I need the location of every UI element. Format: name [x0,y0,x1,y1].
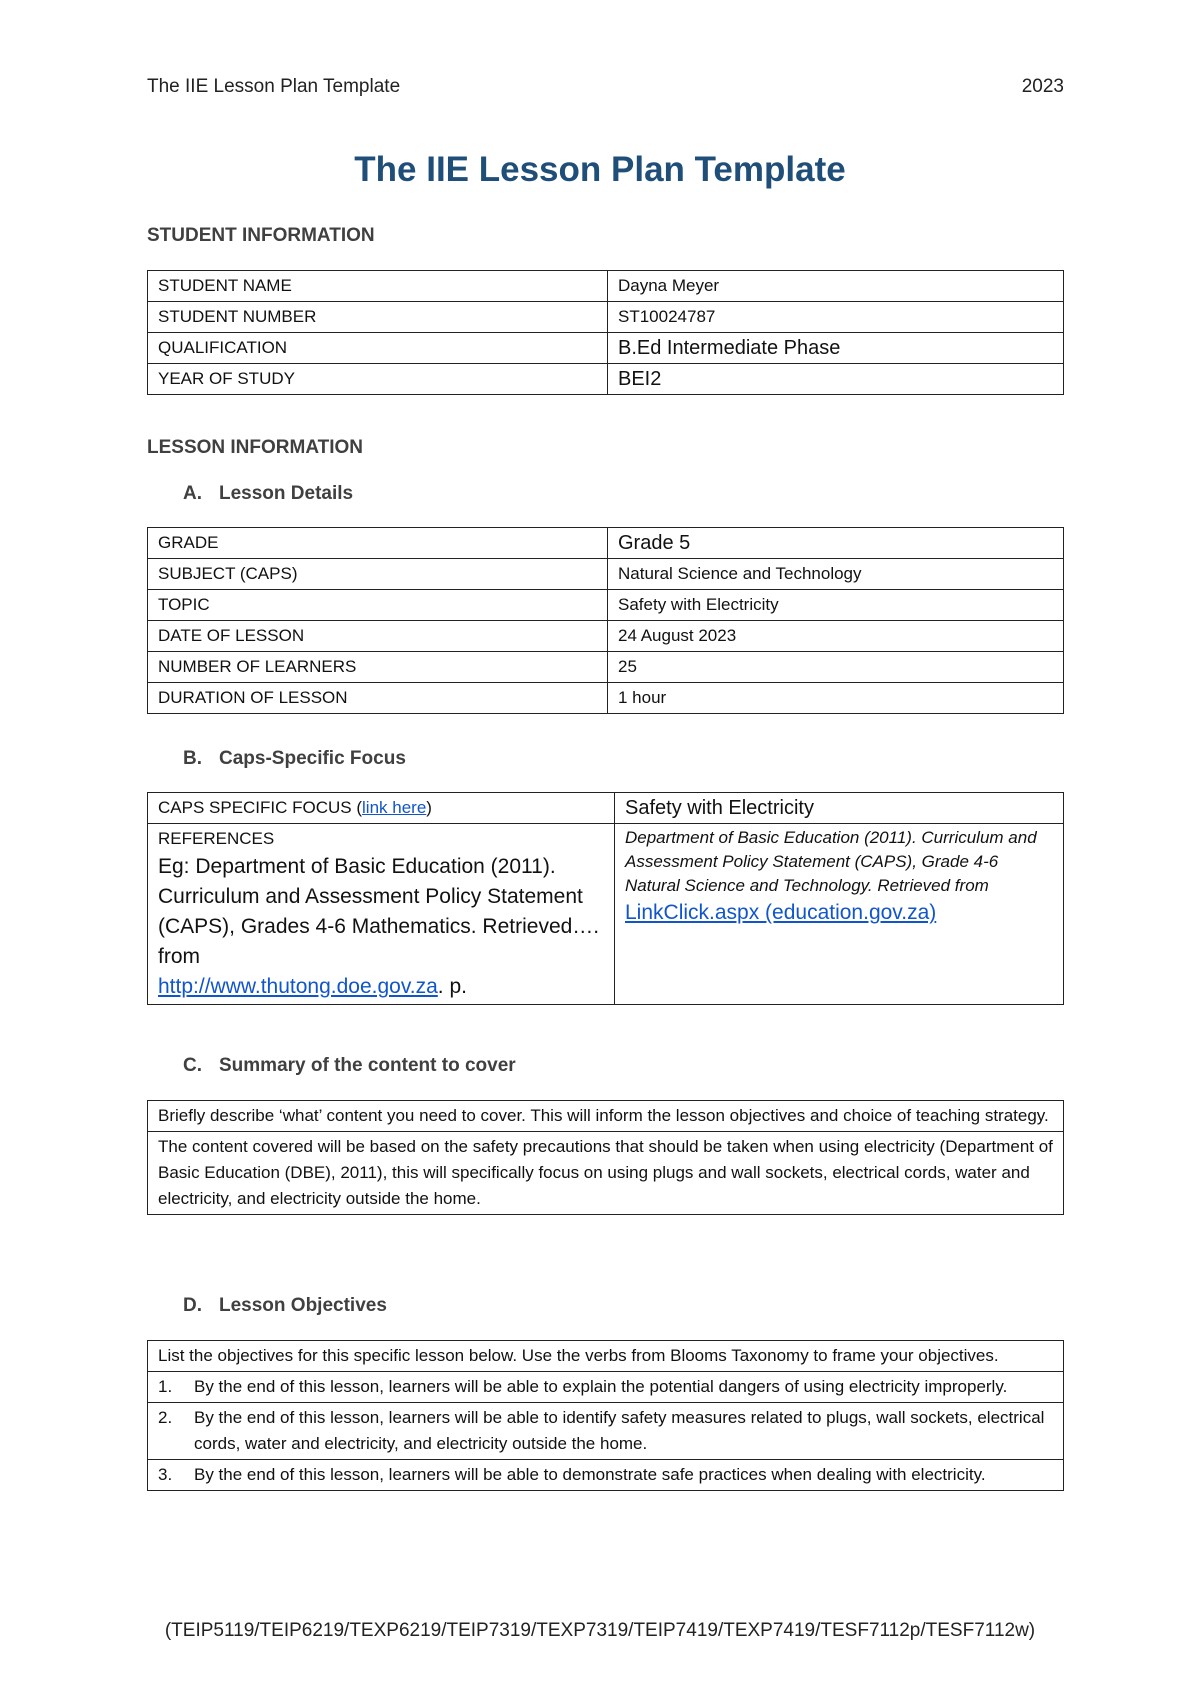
learners-value: 25 [608,652,1064,683]
summary-table [147,1100,1064,1215]
lesson-details-table [147,527,1064,714]
table-row [148,1403,1064,1460]
table-row [148,1460,1064,1491]
objective-number: 3. [158,1465,173,1484]
table-row [148,364,1064,395]
table-row [148,1372,1064,1403]
section-title: Summary of the content to cover [219,1055,516,1076]
student-number-value: ST10024787 [608,302,1064,333]
objective-item [148,1403,1064,1460]
summary-prompt: Briefly describe ‘what’ content you need to cover. This will inform the lesson objectives and choice of teaching strategy. [148,1101,1064,1132]
objective-number: 2. [158,1408,173,1427]
section-title: Lesson Objectives [219,1295,387,1316]
objective-number: 1. [158,1377,173,1396]
table-row [148,824,1064,1005]
section-letter: B. [183,748,202,769]
caps-focus-label [148,793,615,824]
section-title: Caps-Specific Focus [219,748,406,769]
table-row [148,652,1064,683]
grade-value: Grade 5 [608,528,1064,559]
references-value: Department of Basic Education (2011). Curriculum and Assessment Policy Statement (CAPS), Grade 4-6 Natural Science and Technology. Retrieved from [625,828,1037,895]
table-row [148,1341,1064,1372]
objective-text: By the end of this lesson, learners will be able to explain the potential dangers of using electricity improperly. [194,1377,1008,1396]
objective-text: By the end of this lesson, learners will be able to demonstrate safe practices when dealing with electricity. [194,1465,986,1484]
caps-focus-heading [183,748,406,770]
references-example-text: Eg: Department of Basic Education (2011). Curriculum and Assessment Policy Statement (CAPS), Grades 4-6 Mathematics. Retrieved…. from [158,855,600,968]
student-name-value: Dayna Meyer [608,271,1064,302]
objectives-table [147,1340,1064,1491]
table-row [148,302,1064,333]
caps-focus-label-text: CAPS SPECIFIC FOCUS ( [158,798,363,817]
learners-label: NUMBER OF LEARNERS [148,652,608,683]
table-row [148,333,1064,364]
caps-focus-label-close: ) [426,798,432,817]
caps-focus-value: Safety with Electricity [615,793,1064,824]
header-left: The IIE Lesson Plan Template [147,76,401,97]
objective-text: By the end of this lesson, learners will be able to identify safety measures related to plugs, wall sockets, electrical cords, water and electricity, and electricity outside the home. [194,1408,1045,1453]
objective-item [148,1460,1064,1491]
topic-value: Safety with Electricity [608,590,1064,621]
grade-label: GRADE [148,528,608,559]
subject-label: SUBJECT (CAPS) [148,559,608,590]
duration-label: DURATION OF LESSON [148,683,608,714]
section-letter: C. [183,1055,202,1076]
references-label: REFERENCES [158,829,275,848]
running-header [147,76,1064,98]
qualification-value: B.Ed Intermediate Phase [608,333,1064,364]
table-row [148,1132,1064,1215]
table-row [148,683,1064,714]
lesson-info-heading: LESSON INFORMATION [147,437,364,458]
references-example [158,852,604,1002]
header-year: 2023 [1021,76,1064,97]
date-value: 24 August 2023 [608,621,1064,652]
document-title: The IIE Lesson Plan Template [354,150,846,189]
table-row [148,271,1064,302]
topic-label: TOPIC [148,590,608,621]
table-row [148,793,1064,824]
student-info-heading: STUDENT INFORMATION [147,225,375,246]
summary-content: The content covered will be based on the safety precautions that should be taken when using electricity (Department of Basic Education (DBE), 2011), this will specifically focus on using plugs and wall sockets, electrical cords, water and electricity, and electricity outside the home. [148,1132,1064,1215]
caps-link[interactable]: link here [362,798,427,817]
date-label: DATE OF LESSON [148,621,608,652]
table-row [148,559,1064,590]
references-example-page: . p. [437,975,467,998]
student-info-table [147,270,1064,395]
table-row [148,621,1064,652]
education-gov-link[interactable]: LinkClick.aspx (education.gov.za) [625,901,937,924]
objectives-heading [183,1295,387,1317]
table-row [148,528,1064,559]
student-number-label: STUDENT NUMBER [148,302,608,333]
table-row [148,1101,1064,1132]
running-footer: (TEIP5119/TEIP6219/TEXP6219/TEIP7319/TEXP7319/TEIP7419/TEXP7419/TESF7112p/TESF7112w) [164,1620,1036,1641]
subject-value: Natural Science and Technology [608,559,1064,590]
references-cell [148,824,615,1005]
lesson-details-heading [183,483,353,505]
caps-focus-table [147,792,1064,1005]
objective-item [148,1372,1064,1403]
student-name-label: STUDENT NAME [148,271,608,302]
year-of-study-label: YEAR OF STUDY [148,364,608,395]
objectives-prompt: List the objectives for this specific lesson below. Use the verbs from Blooms Taxonomy to frame your objectives. [148,1341,1064,1372]
references-value-cell [615,824,1064,1005]
table-row [148,590,1064,621]
thutong-link[interactable]: http://www.thutong.doe.gov.za [158,975,438,998]
section-letter: D. [183,1295,202,1316]
section-title: Lesson Details [219,483,354,504]
year-of-study-value: BEI2 [608,364,1064,395]
duration-value: 1 hour [608,683,1064,714]
qualification-label: QUALIFICATION [148,333,608,364]
summary-heading [183,1055,516,1077]
section-letter: A. [183,483,202,504]
